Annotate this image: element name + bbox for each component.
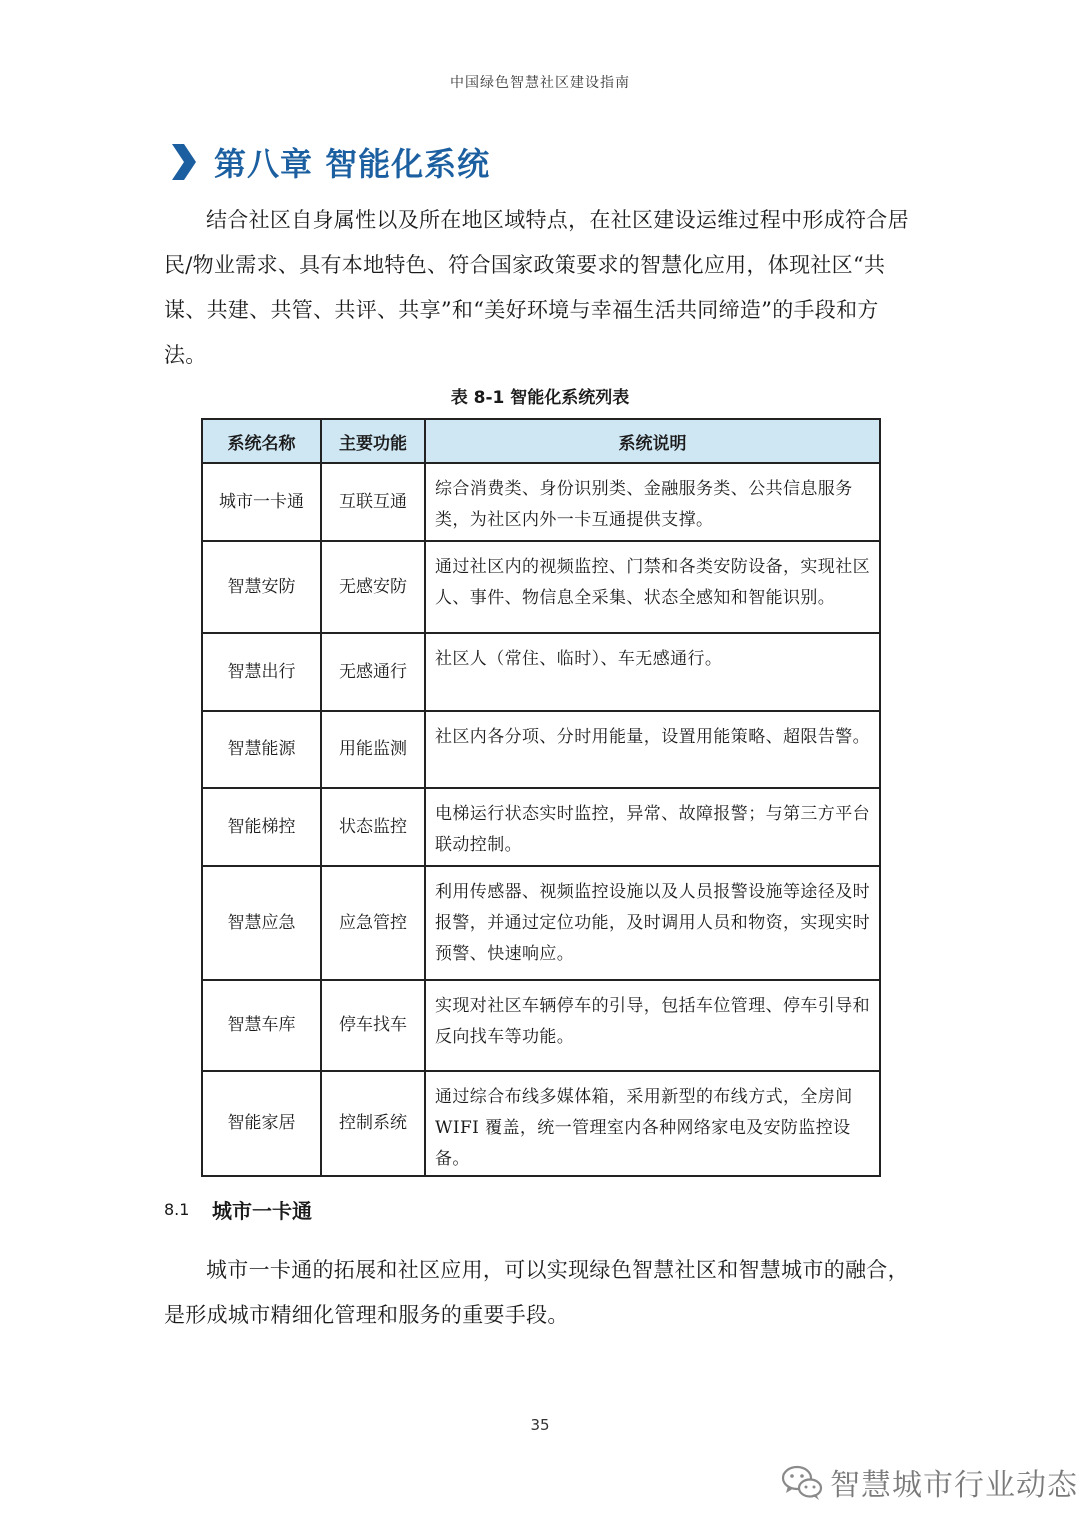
system-function-cell: 应急管控 [321, 866, 425, 980]
system-desc-cell: 利用传感器、视频监控设施以及人员报警设施等途径及时报警，并通过定位功能，及时调用人员和物资，实现实时预警、快速响应。 [425, 866, 880, 980]
intro-paragraph: 结合社区自身属性以及所在地区域特点，在社区建设运维过程中形成符合居民/物业需求、具有本地特色、符合国家政策要求的智慧化应用，体现社区“共谋、共建、共管、共评、共享”和“美好环境与幸福生活共同缔造”的手段和方法。 [164, 208, 909, 367]
header-system-name: 系统名称 [202, 419, 321, 463]
table-row [202, 711, 880, 788]
table-row [202, 788, 880, 866]
header-main-function: 主要功能 [321, 419, 425, 463]
table-row [202, 463, 880, 541]
system-name-cell: 智能家居 [202, 1071, 321, 1176]
system-desc-cell: 通过社区内的视频监控、门禁和各类安防设备，实现社区人、事件、物信息全采集、状态全感知和智能识别。 [425, 541, 880, 633]
system-desc-cell: 通过综合布线多媒体箱，采用新型的布线方式，全房间 WIFI 覆盖，统一管理室内各种网络家电及安防监控设备。 [425, 1071, 880, 1176]
section-paragraph: 城市一卡通的拓展和社区应用，可以实现绿色智慧社区和智慧城市的融合，是形成城市精细化管理和服务的重要手段。 [164, 1258, 909, 1327]
system-function-cell: 无感安防 [321, 541, 425, 633]
system-function-cell: 互联互通 [321, 463, 425, 541]
section-number: 8.1 [164, 1200, 190, 1219]
table-row [202, 541, 880, 633]
systems-table [201, 418, 881, 1177]
chapter-title: 第八章 智能化系统 [214, 145, 491, 183]
running-header: 中国绿色智慧社区建设指南 [450, 75, 630, 91]
system-desc-cell: 社区内各分项、分时用能量，设置用能策略、超限告警。 [425, 711, 880, 788]
system-desc-cell: 电梯运行状态实时监控，异常、故障报警；与第三方平台联动控制。 [425, 788, 880, 866]
chevron-right-icon [168, 142, 198, 182]
watermark-text: 智慧城市行业动态 [830, 1468, 1078, 1503]
system-desc-cell: 综合消费类、身份识别类、金融服务类、公共信息服务类，为社区内外一卡互通提供支撑。 [425, 463, 880, 541]
table-header-row [202, 419, 880, 463]
system-function-cell: 无感通行 [321, 633, 425, 711]
system-desc-cell: 社区人（常住、临时）、车无感通行。 [425, 633, 880, 711]
system-name-cell: 智慧出行 [202, 633, 321, 711]
header-system-desc: 系统说明 [425, 419, 880, 463]
wechat-icon [780, 1462, 824, 1502]
system-name-cell: 智慧安防 [202, 541, 321, 633]
system-name-cell: 智慧能源 [202, 711, 321, 788]
system-name-cell: 智慧车库 [202, 980, 321, 1071]
system-function-cell: 控制系统 [321, 1071, 425, 1176]
system-function-cell: 用能监测 [321, 711, 425, 788]
table-row [202, 633, 880, 711]
table-row [202, 866, 880, 980]
table-row [202, 980, 880, 1071]
system-function-cell: 状态监控 [321, 788, 425, 866]
wechat-watermark [780, 1460, 1078, 1504]
section-title: 城市一卡通 [212, 1199, 312, 1223]
table-row [202, 1071, 880, 1176]
section-heading [164, 1195, 312, 1224]
system-function-cell: 停车找车 [321, 980, 425, 1071]
system-name-cell: 智慧应急 [202, 866, 321, 980]
page-number: 35 [530, 1416, 550, 1434]
table-caption: 表 8-1 智能化系统列表 [450, 388, 630, 408]
system-desc-cell: 实现对社区车辆停车的引导，包括车位管理、停车引导和反向找车等功能。 [425, 980, 880, 1071]
system-name-cell: 城市一卡通 [202, 463, 321, 541]
chapter-heading [168, 140, 490, 184]
system-name-cell: 智能梯控 [202, 788, 321, 866]
